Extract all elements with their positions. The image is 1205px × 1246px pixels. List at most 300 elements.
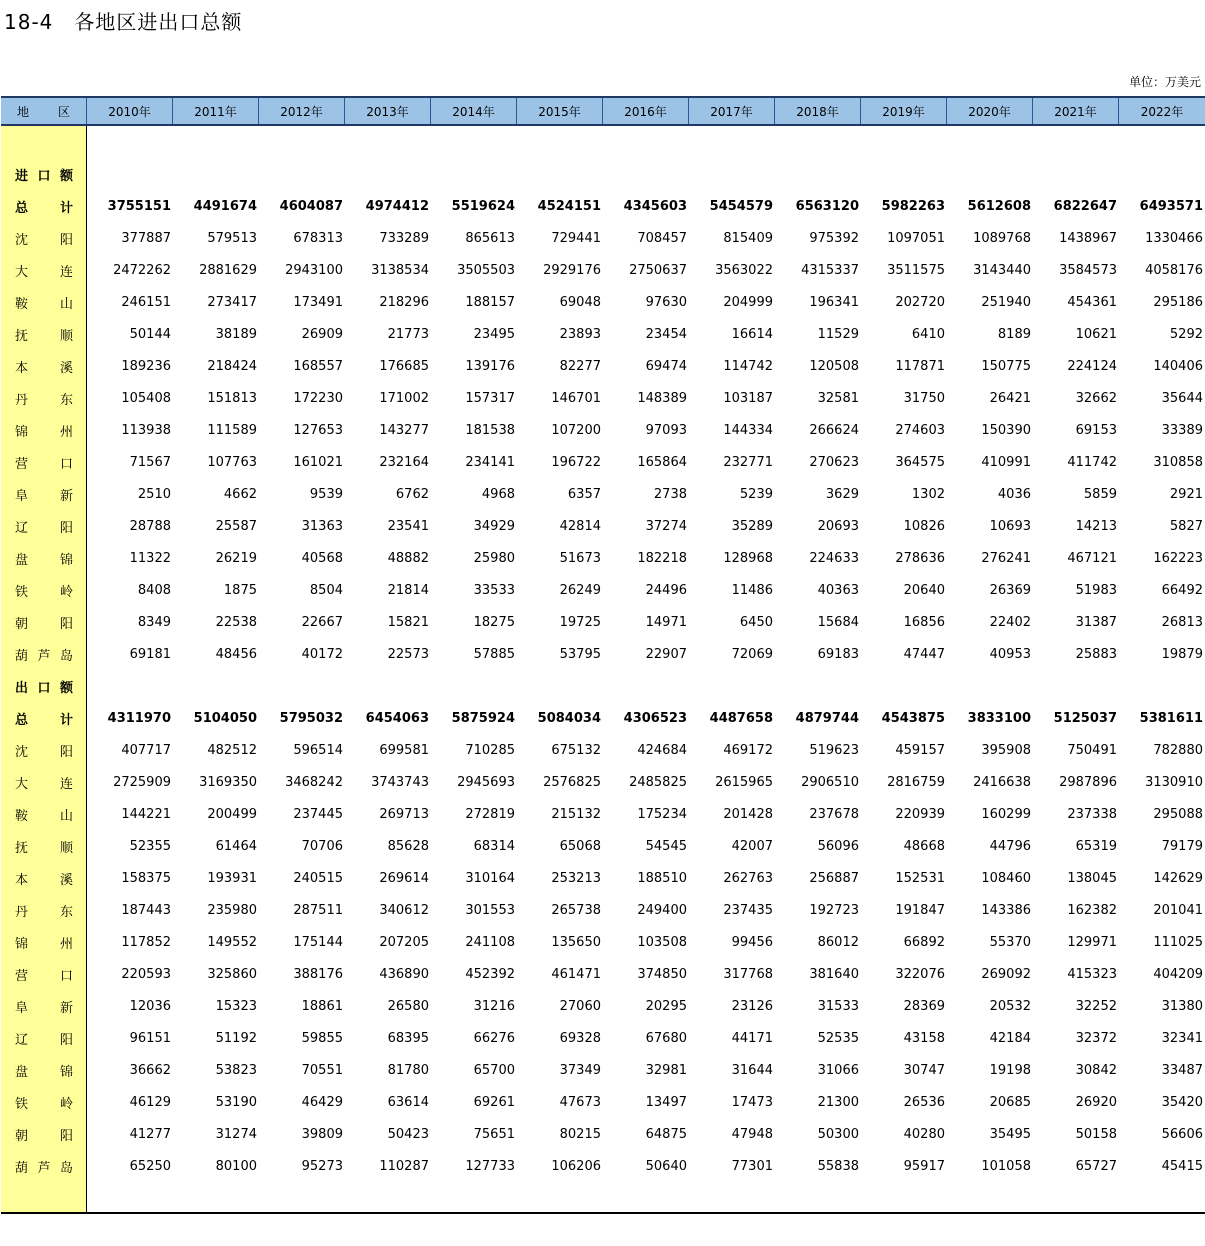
region-name xyxy=(1,421,87,440)
region-name-char: 锦 xyxy=(59,552,73,568)
value-cell: 3130910 xyxy=(1145,774,1203,790)
value-cell: 23893 xyxy=(559,326,601,342)
value-cell: 193931 xyxy=(207,870,257,886)
value-cell: 69474 xyxy=(645,358,687,374)
value-cell: 69261 xyxy=(473,1094,515,1110)
value-cell: 95273 xyxy=(301,1158,343,1174)
header-region-char: 地 xyxy=(17,104,30,119)
value-cell: 37274 xyxy=(645,518,687,534)
value-cell: 85628 xyxy=(387,838,429,854)
value-cell: 5827 xyxy=(1169,518,1203,534)
value-cell: 37349 xyxy=(559,1062,601,1078)
region-name xyxy=(1,389,87,408)
value-cell: 6357 xyxy=(567,486,601,502)
region-name-char: 锦 xyxy=(59,1064,73,1080)
value-cell: 19198 xyxy=(989,1062,1031,1078)
value-cell: 46429 xyxy=(301,1094,343,1110)
region-name xyxy=(1,709,87,728)
value-cell: 65250 xyxy=(129,1158,171,1174)
region-name xyxy=(1,453,87,472)
table-row xyxy=(1,1150,1205,1182)
value-cell: 161021 xyxy=(293,454,343,470)
value-cell: 237445 xyxy=(293,806,343,822)
value-cell: 35644 xyxy=(1161,390,1203,406)
value-cell: 2943100 xyxy=(285,262,343,278)
value-cell: 3755151 xyxy=(107,198,171,214)
value-cell: 23454 xyxy=(645,326,687,342)
value-cell: 3563022 xyxy=(715,262,773,278)
value-cell: 171002 xyxy=(379,390,429,406)
value-cell: 322076 xyxy=(895,966,945,982)
value-cell: 43158 xyxy=(903,1030,945,1046)
value-cell: 42184 xyxy=(989,1030,1031,1046)
value-cell: 253213 xyxy=(551,870,601,886)
region-name-char: 出 xyxy=(15,680,29,696)
region-name-char: 沈 xyxy=(15,744,29,760)
region-name xyxy=(1,901,87,920)
value-cell: 750491 xyxy=(1067,742,1117,758)
value-cell: 469172 xyxy=(723,742,773,758)
header-year: 2021年 xyxy=(1033,98,1119,124)
value-cell: 53823 xyxy=(215,1062,257,1078)
value-cell: 143386 xyxy=(981,902,1031,918)
region-name-char: 总 xyxy=(15,712,29,728)
value-cell: 127733 xyxy=(465,1158,515,1174)
value-cell: 176685 xyxy=(379,358,429,374)
value-cell: 975392 xyxy=(809,230,859,246)
value-cell: 2921 xyxy=(1169,486,1203,502)
value-cell: 6762 xyxy=(395,486,429,502)
value-cell: 45415 xyxy=(1161,1158,1203,1174)
region-name-char: 州 xyxy=(59,936,73,952)
table-row xyxy=(1,510,1205,542)
value-cell: 215132 xyxy=(551,806,601,822)
value-cell: 22402 xyxy=(989,614,1031,630)
value-cell: 23126 xyxy=(731,998,773,1014)
value-cell: 31533 xyxy=(817,998,859,1014)
region-name-char: 芦 xyxy=(37,1160,51,1176)
value-cell: 3511575 xyxy=(887,262,945,278)
value-cell: 111589 xyxy=(207,422,257,438)
value-cell: 140406 xyxy=(1153,358,1203,374)
value-cell: 5982263 xyxy=(881,198,945,214)
region-name-char: 连 xyxy=(59,264,73,280)
value-cell: 2881629 xyxy=(199,262,257,278)
value-cell: 1330466 xyxy=(1145,230,1203,246)
region-name-char: 鞍 xyxy=(15,296,29,312)
value-cell: 4306523 xyxy=(623,710,687,726)
region-name-char: 鞍 xyxy=(15,808,29,824)
value-cell: 2472262 xyxy=(113,262,171,278)
region-name xyxy=(1,677,87,696)
value-cell: 20295 xyxy=(645,998,687,1014)
value-cell: 14213 xyxy=(1075,518,1117,534)
value-cell: 157317 xyxy=(465,390,515,406)
value-cell: 15821 xyxy=(387,614,429,630)
value-cell: 374850 xyxy=(637,966,687,982)
value-cell: 55838 xyxy=(817,1158,859,1174)
value-cell: 26813 xyxy=(1161,614,1203,630)
value-cell: 50640 xyxy=(645,1158,687,1174)
region-name-char: 新 xyxy=(59,1000,73,1016)
region-name xyxy=(1,229,87,248)
value-cell: 220593 xyxy=(121,966,171,982)
value-cell: 46129 xyxy=(129,1094,171,1110)
value-cell: 86012 xyxy=(817,934,859,950)
table-row xyxy=(1,606,1205,638)
value-cell: 424684 xyxy=(637,742,687,758)
table-row xyxy=(1,894,1205,926)
value-cell: 17473 xyxy=(731,1094,773,1110)
value-cell: 168557 xyxy=(293,358,343,374)
value-cell: 452392 xyxy=(465,966,515,982)
value-cell: 42007 xyxy=(731,838,773,854)
region-name-char: 总 xyxy=(15,200,29,216)
value-cell: 340612 xyxy=(379,902,429,918)
region-name-char: 营 xyxy=(15,968,29,984)
table-row xyxy=(1,254,1205,286)
region-name-char: 朝 xyxy=(15,616,29,632)
table-row xyxy=(1,222,1205,254)
region-name-char: 铁 xyxy=(15,1096,29,1112)
value-cell: 20532 xyxy=(989,998,1031,1014)
value-cell: 40280 xyxy=(903,1126,945,1142)
total-row xyxy=(1,190,1205,222)
value-cell: 256887 xyxy=(809,870,859,886)
value-cell: 207205 xyxy=(379,934,429,950)
value-cell: 56606 xyxy=(1161,1126,1203,1142)
value-cell: 249400 xyxy=(637,902,687,918)
value-cell: 53190 xyxy=(215,1094,257,1110)
header-year: 2017年 xyxy=(689,98,775,124)
value-cell: 10826 xyxy=(903,518,945,534)
value-cell: 262763 xyxy=(723,870,773,886)
value-cell: 13497 xyxy=(645,1094,687,1110)
region-name-char: 锦 xyxy=(15,424,29,440)
value-cell: 26219 xyxy=(215,550,257,566)
value-cell: 2929176 xyxy=(543,262,601,278)
region-name-char: 东 xyxy=(59,392,73,408)
table-row xyxy=(1,638,1205,670)
value-cell: 2576825 xyxy=(543,774,601,790)
region-name-char: 山 xyxy=(59,808,73,824)
value-cell: 22907 xyxy=(645,646,687,662)
value-cell: 4662 xyxy=(223,486,257,502)
table-row xyxy=(1,286,1205,318)
table-header xyxy=(1,96,1205,126)
value-cell: 782880 xyxy=(1153,742,1203,758)
value-cell: 5612608 xyxy=(967,198,1031,214)
value-cell: 32981 xyxy=(645,1062,687,1078)
value-cell: 270623 xyxy=(809,454,859,470)
value-cell: 220939 xyxy=(895,806,945,822)
value-cell: 35420 xyxy=(1161,1094,1203,1110)
value-cell: 48456 xyxy=(215,646,257,662)
value-cell: 865613 xyxy=(465,230,515,246)
header-year: 2020年 xyxy=(947,98,1033,124)
value-cell: 10621 xyxy=(1075,326,1117,342)
region-name xyxy=(1,1093,87,1112)
region-name-char: 岭 xyxy=(59,584,73,600)
value-cell: 63614 xyxy=(387,1094,429,1110)
section-label-row xyxy=(1,158,1205,190)
header-year: 2019年 xyxy=(861,98,947,124)
value-cell: 31644 xyxy=(731,1062,773,1078)
value-cell: 2945693 xyxy=(457,774,515,790)
value-cell: 34929 xyxy=(473,518,515,534)
page-title: 18-4 各地区进出口总额 xyxy=(4,10,243,34)
total-row xyxy=(1,702,1205,734)
value-cell: 2510 xyxy=(137,486,171,502)
value-cell: 5859 xyxy=(1083,486,1117,502)
value-cell: 69181 xyxy=(129,646,171,662)
region-name-char: 口 xyxy=(37,680,51,696)
value-cell: 218296 xyxy=(379,294,429,310)
value-cell: 19879 xyxy=(1161,646,1203,662)
value-cell: 50300 xyxy=(817,1126,859,1142)
value-cell: 461471 xyxy=(551,966,601,982)
region-name xyxy=(1,581,87,600)
value-cell: 26920 xyxy=(1075,1094,1117,1110)
value-cell: 675132 xyxy=(551,742,601,758)
value-cell: 47447 xyxy=(903,646,945,662)
table-row xyxy=(1,990,1205,1022)
table-row xyxy=(1,1118,1205,1150)
value-cell: 55370 xyxy=(989,934,1031,950)
value-cell: 117871 xyxy=(895,358,945,374)
region-name-char: 阳 xyxy=(59,1128,73,1144)
region-name xyxy=(1,645,87,664)
value-cell: 3629 xyxy=(825,486,859,502)
value-cell: 35289 xyxy=(731,518,773,534)
table-row xyxy=(1,350,1205,382)
value-cell: 9539 xyxy=(309,486,343,502)
value-cell: 69153 xyxy=(1075,422,1117,438)
value-cell: 20640 xyxy=(903,582,945,598)
value-cell: 72069 xyxy=(731,646,773,662)
value-cell: 201428 xyxy=(723,806,773,822)
value-cell: 15684 xyxy=(817,614,859,630)
value-cell: 71567 xyxy=(129,454,171,470)
value-cell: 142629 xyxy=(1153,870,1203,886)
header-year: 2018年 xyxy=(775,98,861,124)
value-cell: 482512 xyxy=(207,742,257,758)
value-cell: 40953 xyxy=(989,646,1031,662)
value-cell: 4879744 xyxy=(795,710,859,726)
table-row xyxy=(1,318,1205,350)
value-cell: 224633 xyxy=(809,550,859,566)
value-cell: 4036 xyxy=(997,486,1031,502)
value-cell: 12036 xyxy=(129,998,171,1014)
value-cell: 26249 xyxy=(559,582,601,598)
value-cell: 4487658 xyxy=(709,710,773,726)
value-cell: 411742 xyxy=(1067,454,1117,470)
value-cell: 407717 xyxy=(121,742,171,758)
value-cell: 64875 xyxy=(645,1126,687,1142)
value-cell: 23495 xyxy=(473,326,515,342)
region-name-char: 丹 xyxy=(15,392,29,408)
header-year: 2022年 xyxy=(1140,104,1184,119)
table-row xyxy=(1,1054,1205,1086)
value-cell: 4524151 xyxy=(537,198,601,214)
value-cell: 269614 xyxy=(379,870,429,886)
region-name xyxy=(1,325,87,344)
region-name-char: 辽 xyxy=(15,520,29,536)
region-name xyxy=(1,741,87,760)
region-name xyxy=(1,837,87,856)
value-cell: 27060 xyxy=(559,998,601,1014)
value-cell: 39809 xyxy=(301,1126,343,1142)
region-name xyxy=(1,1157,87,1176)
value-cell: 2725909 xyxy=(113,774,171,790)
region-name-char: 阜 xyxy=(15,1000,29,1016)
value-cell: 32341 xyxy=(1161,1030,1203,1046)
value-cell: 69183 xyxy=(817,646,859,662)
value-cell: 18275 xyxy=(473,614,515,630)
table-row xyxy=(1,766,1205,798)
value-cell: 65700 xyxy=(473,1062,515,1078)
value-cell: 295088 xyxy=(1153,806,1203,822)
value-cell: 22667 xyxy=(301,614,343,630)
region-name-char: 岛 xyxy=(59,648,73,664)
value-cell: 151813 xyxy=(207,390,257,406)
value-cell: 32581 xyxy=(817,390,859,406)
table-row xyxy=(1,446,1205,478)
header-region xyxy=(1,98,87,124)
region-name xyxy=(1,965,87,984)
value-cell: 246151 xyxy=(121,294,171,310)
value-cell: 232164 xyxy=(379,454,429,470)
value-cell: 287511 xyxy=(293,902,343,918)
value-cell: 21773 xyxy=(387,326,429,342)
region-name xyxy=(1,933,87,952)
header-region-char: 区 xyxy=(57,104,70,119)
value-cell: 5292 xyxy=(1169,326,1203,342)
value-cell: 117852 xyxy=(121,934,171,950)
value-cell: 11322 xyxy=(129,550,171,566)
value-cell: 150775 xyxy=(981,358,1031,374)
value-cell: 2816759 xyxy=(887,774,945,790)
unit-label: 单位：万美元 xyxy=(1128,75,1201,89)
value-cell: 1438967 xyxy=(1059,230,1117,246)
table-row xyxy=(1,478,1205,510)
value-cell: 31750 xyxy=(903,390,945,406)
value-cell: 172230 xyxy=(293,390,343,406)
value-cell: 3468242 xyxy=(285,774,343,790)
value-cell: 4311970 xyxy=(107,710,171,726)
value-cell: 5104050 xyxy=(193,710,257,726)
value-cell: 173491 xyxy=(293,294,343,310)
value-cell: 65068 xyxy=(559,838,601,854)
value-cell: 79179 xyxy=(1161,838,1203,854)
value-cell: 2738 xyxy=(653,486,687,502)
value-cell: 729441 xyxy=(551,230,601,246)
region-name-char: 抚 xyxy=(15,328,29,344)
region-name-char: 顺 xyxy=(59,328,73,344)
region-name xyxy=(1,1125,87,1144)
value-cell: 266624 xyxy=(809,422,859,438)
section-label-row xyxy=(1,670,1205,702)
value-cell: 66892 xyxy=(903,934,945,950)
region-name xyxy=(1,165,87,184)
value-cell: 278636 xyxy=(895,550,945,566)
region-name-char: 州 xyxy=(59,424,73,440)
value-cell: 32252 xyxy=(1075,998,1117,1014)
value-cell: 51673 xyxy=(559,550,601,566)
region-name xyxy=(1,549,87,568)
value-cell: 108460 xyxy=(981,870,1031,886)
value-cell: 596514 xyxy=(293,742,343,758)
value-cell: 144221 xyxy=(121,806,171,822)
value-cell: 69328 xyxy=(559,1030,601,1046)
value-cell: 237678 xyxy=(809,806,859,822)
value-cell: 733289 xyxy=(379,230,429,246)
region-name xyxy=(1,197,87,216)
value-cell: 189236 xyxy=(121,358,171,374)
value-cell: 237338 xyxy=(1067,806,1117,822)
region-name-char: 葫 xyxy=(15,1160,29,1176)
value-cell: 143277 xyxy=(379,422,429,438)
value-cell: 67680 xyxy=(645,1030,687,1046)
value-cell: 144334 xyxy=(723,422,773,438)
value-cell: 459157 xyxy=(895,742,945,758)
value-cell: 150390 xyxy=(981,422,1031,438)
region-name-char: 阜 xyxy=(15,488,29,504)
value-cell: 4543875 xyxy=(881,710,945,726)
value-cell: 81780 xyxy=(387,1062,429,1078)
value-cell: 467121 xyxy=(1067,550,1117,566)
value-cell: 160299 xyxy=(981,806,1031,822)
region-name-char: 阳 xyxy=(59,744,73,760)
value-cell: 162382 xyxy=(1067,902,1117,918)
value-cell: 28369 xyxy=(903,998,945,1014)
value-cell: 165864 xyxy=(637,454,687,470)
value-cell: 519623 xyxy=(809,742,859,758)
value-cell: 678313 xyxy=(293,230,343,246)
value-cell: 51983 xyxy=(1075,582,1117,598)
region-name-char: 本 xyxy=(15,872,29,888)
value-cell: 31216 xyxy=(473,998,515,1014)
value-cell: 6563120 xyxy=(795,198,859,214)
value-cell: 19725 xyxy=(559,614,601,630)
region-name-char: 溪 xyxy=(59,360,73,376)
value-cell: 6493571 xyxy=(1139,198,1203,214)
value-cell: 192723 xyxy=(809,902,859,918)
value-cell: 10693 xyxy=(989,518,1031,534)
value-cell: 135650 xyxy=(551,934,601,950)
value-cell: 30842 xyxy=(1075,1062,1117,1078)
region-name-char: 口 xyxy=(37,168,51,184)
value-cell: 301553 xyxy=(465,902,515,918)
value-cell: 95917 xyxy=(903,1158,945,1174)
value-cell: 8189 xyxy=(997,326,1031,342)
value-cell: 1302 xyxy=(911,486,945,502)
value-cell: 381640 xyxy=(809,966,859,982)
value-cell: 364575 xyxy=(895,454,945,470)
region-name-char: 阳 xyxy=(59,616,73,632)
table-bottom-rule xyxy=(1,1212,1205,1214)
value-cell: 32372 xyxy=(1075,1030,1117,1046)
table-row xyxy=(1,382,1205,414)
value-cell: 175234 xyxy=(637,806,687,822)
value-cell: 4058176 xyxy=(1145,262,1203,278)
region-name-char: 额 xyxy=(59,168,73,184)
value-cell: 325860 xyxy=(207,966,257,982)
region-name xyxy=(1,805,87,824)
value-cell: 107763 xyxy=(207,454,257,470)
value-cell: 80215 xyxy=(559,1126,601,1142)
value-cell: 50423 xyxy=(387,1126,429,1142)
